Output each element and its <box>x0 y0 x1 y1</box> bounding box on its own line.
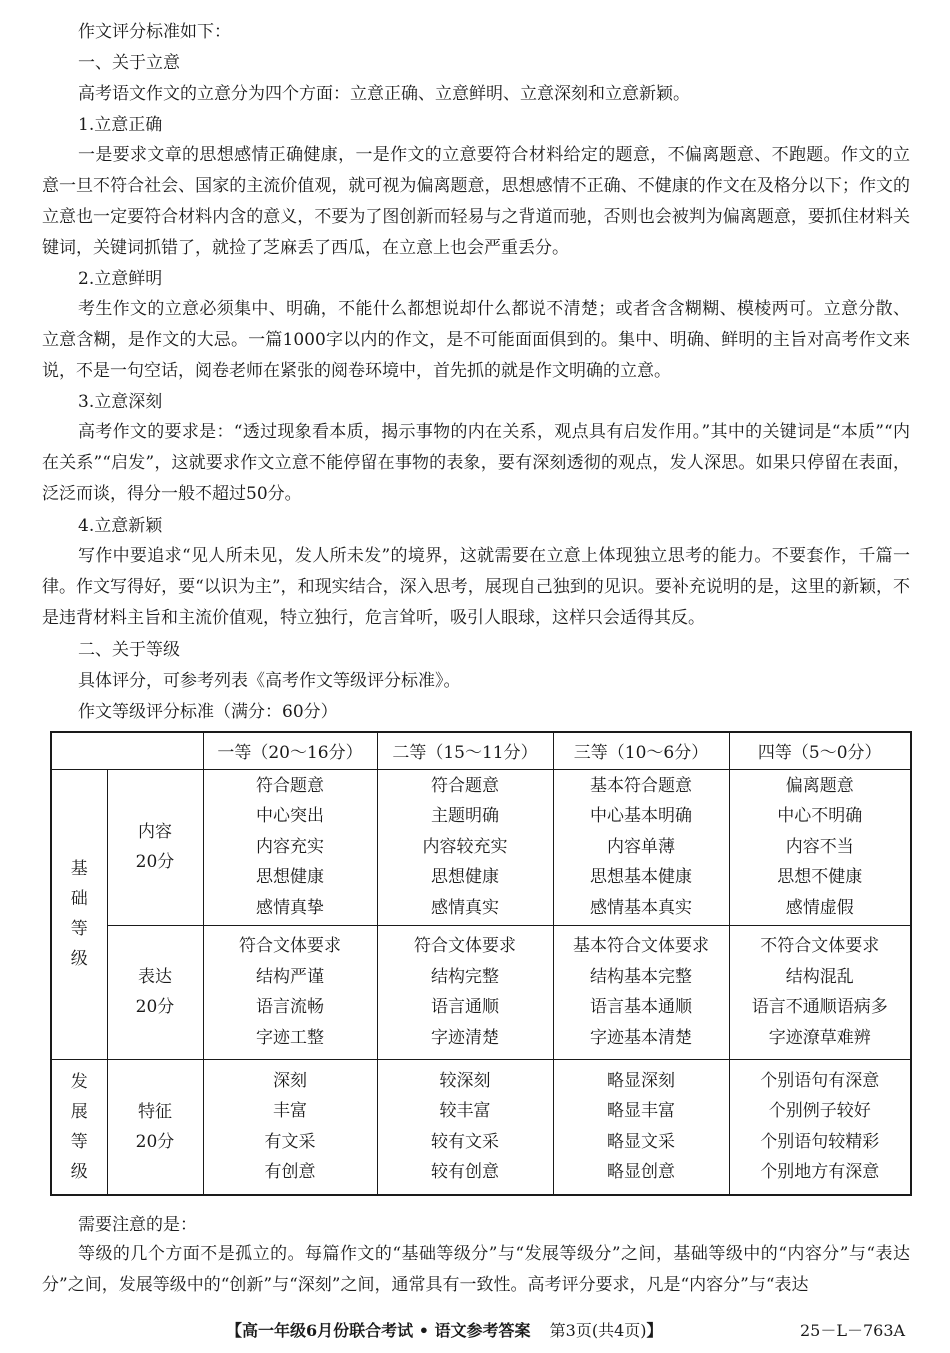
intro-line: 作文评分标准如下： <box>78 22 231 42</box>
feature-grade-2: 较深刻 较丰富 较有文采 较有创意 <box>377 1059 553 1195</box>
feature-grade-1: 深刻 丰富 有文采 有创意 <box>203 1059 377 1195</box>
feature-label: 特征 20分 <box>107 1059 203 1195</box>
point-1-text: 一是要求文章的思想感情正确健康，一是作文的立意要符合材料给定的题意，不偏离题意、不跑题。作文的立意一旦不符合社会、国家的主流价值观，就可视为偏离题意，思想感情不正确、不健康的作文在及格分以下；作文的立意也一定要符合材料内含的意义，不要为了图创新而轻易与之背道而驰，否则也会被判为偏离题意，要抓住材料关键词，关键词抓错了，就捡了芝麻丢了西瓜，在立意上也会严重丢分。 <box>42 145 910 258</box>
point-4-title: 4.立意新颖 <box>78 516 163 536</box>
note-text: 等级的几个方面不是孤立的。每篇作文的“基础等级分”与“发展等级分”之间，基础等级中的“内容分”与“表达分”之间，发展等级中的“创新”与“深刻”之间，通常具有一致性。高考评分要求，凡是“内容分”与“表达 <box>42 1244 910 1295</box>
point-2-text: 考生作文的立意必须集中、明确，不能什么都想说却什么都说不清楚；或者含含糊糊、模棱两可。立意分散、立意含糊，是作文的大忌。一篇1000字以内的作文，是不可能面面俱到的。集中、明确、鲜明的主旨对高考作文来说，不是一句空话，阅卷老师在紧张的阅卷环境中，首先抓的就是作文明确的立意。 <box>42 299 910 381</box>
table-header-row <box>51 732 911 769</box>
point-3-title: 3.立意深刻 <box>78 392 163 412</box>
section-2-title: 二、关于等级 <box>78 640 180 660</box>
content-row <box>51 769 911 925</box>
table-title: 作文等级评分标准（满分：60分） <box>78 702 338 722</box>
point-1-title: 1.立意正确 <box>78 115 163 135</box>
section-1-title: 一、关于立意 <box>78 53 180 73</box>
section-2-text: 具体评分，可参考列表《高考作文等级评分标准》。 <box>78 671 461 691</box>
header-grade-4: 四等（5～0分） <box>729 732 911 769</box>
table-corner-cell <box>51 732 203 769</box>
point-4-text: 写作中要追求“见人所未见，发人所未发”的境界，这就需要在立意上体现独立思考的能力。不要套作，千篇一律。作文写得好，要“以识为主”，和现实结合，深入思考，展现自己独到的见识。要补充说明的是，这里的新颖，不是违背材料主旨和主流价值观，特立独行，危言耸听，吸引人眼球，这样只会适得其反。 <box>42 546 910 628</box>
footer-title: 【高一年级6月份联合考试 • 语文参考答案 第3页(共4页)】 <box>226 1321 663 1340</box>
feature-grade-3: 略显深刻 略显丰富 略显文采 略显创意 <box>553 1059 729 1195</box>
expression-row <box>51 925 911 1059</box>
header-grade-3: 三等（10～6分） <box>553 732 729 769</box>
section-1-summary: 高考语文作文的立意分为四个方面：立意正确、立意鲜明、立意深刻和立意新颖。 <box>78 84 690 104</box>
point-2-title: 2.立意鲜明 <box>78 269 163 289</box>
feature-row <box>51 1059 911 1195</box>
content-grade-2: 符合题意 主题明确 内容较充实 思想健康 感情真实 <box>377 769 553 925</box>
footer-code: 25－L－763A <box>800 1321 906 1340</box>
header-grade-2: 二等（15～11分） <box>377 732 553 769</box>
content-grade-3: 基本符合题意 中心基本明确 内容单薄 思想基本健康 感情基本真实 <box>553 769 729 925</box>
expression-grade-3: 基本符合文体要求 结构基本完整 语言基本通顺 字迹基本清楚 <box>553 925 729 1059</box>
expression-grade-4: 不符合文体要求 结构混乱 语言不通顺语病多 字迹潦草难辨 <box>729 925 911 1059</box>
expression-grade-2: 符合文体要求 结构完整 语言通顺 字迹清楚 <box>377 925 553 1059</box>
feature-grade-4: 个别语句有深意 个别例子较好 个别语句较精彩 个别地方有深意 <box>729 1059 911 1195</box>
expression-label: 表达 20分 <box>107 925 203 1059</box>
development-level-label: 发 展 等 级 <box>51 1059 107 1195</box>
content-label: 内容 20分 <box>107 769 203 925</box>
content-grade-4: 偏离题意 中心不明确 内容不当 思想不健康 感情虚假 <box>729 769 911 925</box>
header-grade-1: 一等（20～16分） <box>203 732 377 769</box>
grading-table <box>50 731 912 1196</box>
note-title: 需要注意的是： <box>78 1215 197 1235</box>
footer-page-number: 第3页(共4页) <box>549 1321 647 1340</box>
expression-grade-1: 符合文体要求 结构严谨 语言流畅 字迹工整 <box>203 925 377 1059</box>
base-level-label: 基 础 等 级 <box>51 769 107 1059</box>
content-grade-1: 符合题意 中心突出 内容充实 思想健康 感情真挚 <box>203 769 377 925</box>
point-3-text: 高考作文的要求是：“透过现象看本质，揭示事物的内在关系，观点具有启发作用。”其中的关键词是“本质”“内在关系”“启发”，这就要求作文立意不能停留在事物的表象，要有深刻透彻的观点，发人深思。如果只停留在表面，泛泛而谈，得分一般不超过50分。 <box>42 422 910 504</box>
